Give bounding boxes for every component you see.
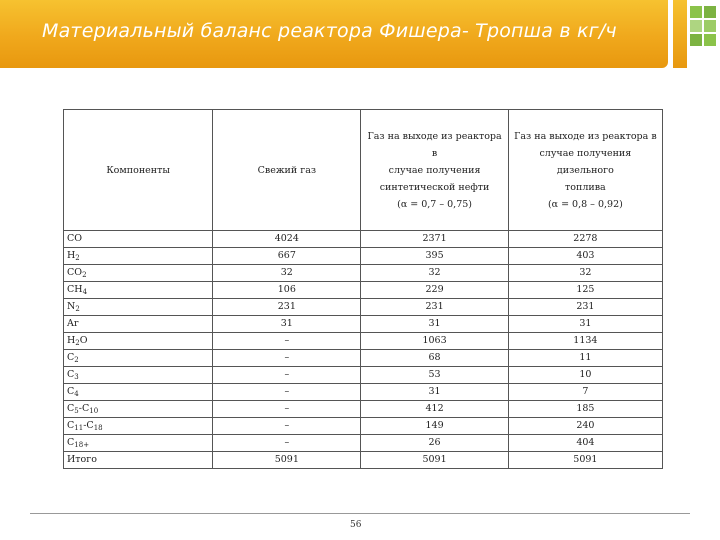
value-cell-fresh: – (213, 401, 361, 418)
corner-decoration-icon (690, 6, 716, 64)
table-row (64, 401, 663, 418)
value-cell-diesel: 404 (508, 435, 662, 452)
table-row (64, 452, 663, 469)
accent-bar (673, 0, 687, 68)
component-cell: $CO_2$ (64, 265, 213, 282)
value-cell-diesel: 185 (508, 401, 662, 418)
table-row (64, 384, 663, 401)
value-cell-oil: 412 (361, 401, 508, 418)
table-row (64, 435, 663, 452)
value-cell-diesel: 2278 (508, 231, 662, 248)
value-cell-oil: 53 (361, 367, 508, 384)
value-cell-fresh: – (213, 333, 361, 350)
value-cell-fresh: – (213, 384, 361, 401)
value-cell-fresh: 31 (213, 316, 361, 333)
header-diesel: Газ на выходе из реактора в случае получения дизельного топлива (α = 0,8 – 0,92) (508, 110, 662, 231)
table-row (64, 282, 663, 299)
value-cell-diesel: 5091 (508, 452, 662, 469)
value-cell-diesel: 125 (508, 282, 662, 299)
table-row (64, 350, 663, 367)
table-row (64, 231, 663, 248)
header-synthetic-oil: Газ на выходе из реактора в случае получения синтетической нефти (α = 0,7 – 0,75) (361, 110, 508, 231)
value-cell-fresh: 667 (213, 248, 361, 265)
page-number: 56 (350, 520, 362, 530)
component-cell: Итого (64, 452, 213, 469)
value-cell-fresh: 231 (213, 299, 361, 316)
table-row (64, 299, 663, 316)
value-cell-oil: 2371 (361, 231, 508, 248)
component-cell: $C_{11}-C_{18}$ (64, 418, 213, 435)
value-cell-diesel: 7 (508, 384, 662, 401)
value-cell-fresh: 4024 (213, 231, 361, 248)
value-cell-oil: 26 (361, 435, 508, 452)
component-cell: $C_{18+}$ (64, 435, 213, 452)
header-fresh-gas: Свежий газ (213, 110, 361, 231)
table-row (64, 265, 663, 282)
footer-divider (30, 513, 690, 514)
title-bar (0, 0, 668, 68)
value-cell-oil: 229 (361, 282, 508, 299)
value-cell-oil: 31 (361, 384, 508, 401)
table-row (64, 418, 663, 435)
table-row (64, 248, 663, 265)
component-cell: $C_4$ (64, 384, 213, 401)
table-row (64, 333, 663, 350)
material-balance-table (63, 109, 663, 469)
value-cell-diesel: 32 (508, 265, 662, 282)
header-components: Компоненты (64, 110, 213, 231)
component-cell: $CH_4$ (64, 282, 213, 299)
value-cell-diesel: 1134 (508, 333, 662, 350)
value-cell-oil: 31 (361, 316, 508, 333)
value-cell-oil: 5091 (361, 452, 508, 469)
value-cell-oil: 231 (361, 299, 508, 316)
slide-title: Материальный баланс реактора Фишера- Тропша в кг/ч (42, 20, 617, 42)
value-cell-fresh: – (213, 350, 361, 367)
value-cell-diesel: 231 (508, 299, 662, 316)
value-cell-oil: 1063 (361, 333, 508, 350)
component-cell: $C_3$ (64, 367, 213, 384)
value-cell-fresh: 106 (213, 282, 361, 299)
table-header-row (64, 110, 663, 231)
table-row (64, 316, 663, 333)
value-cell-diesel: 10 (508, 367, 662, 384)
value-cell-diesel: 403 (508, 248, 662, 265)
component-cell: $H_2$ (64, 248, 213, 265)
value-cell-diesel: 11 (508, 350, 662, 367)
value-cell-diesel: 31 (508, 316, 662, 333)
component-cell: $N_2$ (64, 299, 213, 316)
component-cell: $C_2$ (64, 350, 213, 367)
component-cell: $C_5-C_{10}$ (64, 401, 213, 418)
value-cell-fresh: – (213, 435, 361, 452)
value-cell-oil: 149 (361, 418, 508, 435)
value-cell-fresh: – (213, 418, 361, 435)
value-cell-diesel: 240 (508, 418, 662, 435)
component-cell: Ar (64, 316, 213, 333)
value-cell-oil: 32 (361, 265, 508, 282)
value-cell-oil: 395 (361, 248, 508, 265)
component-cell: CO (64, 231, 213, 248)
value-cell-oil: 68 (361, 350, 508, 367)
table-row (64, 367, 663, 384)
value-cell-fresh: – (213, 367, 361, 384)
value-cell-fresh: 32 (213, 265, 361, 282)
value-cell-fresh: 5091 (213, 452, 361, 469)
component-cell: $H_2O$ (64, 333, 213, 350)
